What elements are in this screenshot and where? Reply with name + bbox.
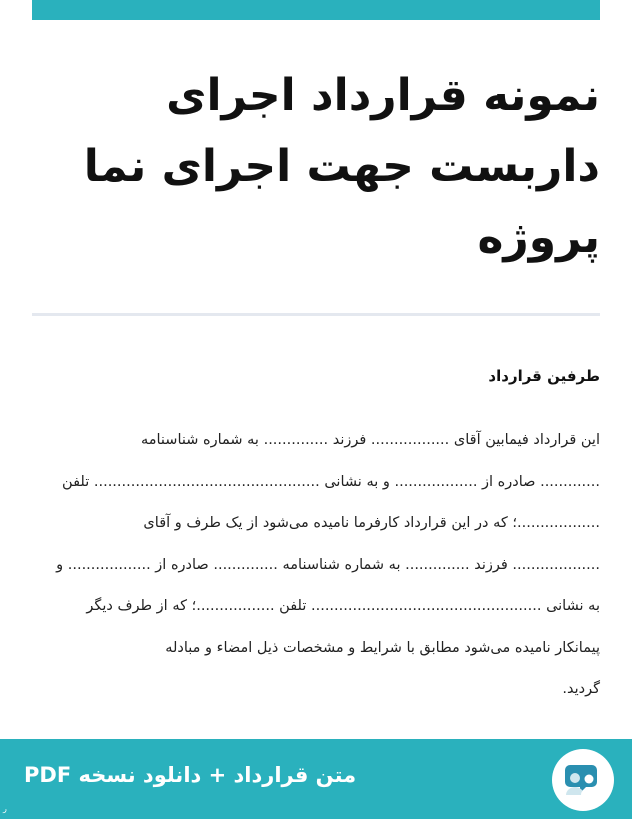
section-heading: طرفین قرارداد — [488, 367, 600, 385]
title-divider — [32, 313, 600, 316]
contract-paragraph — [32, 420, 600, 711]
paragraph-line: گردید. — [562, 681, 600, 697]
download-pdf-link[interactable]: متن قرارداد + دانلود نسخه PDF — [24, 763, 357, 787]
download-banner[interactable] — [0, 739, 632, 819]
top-accent-bar — [32, 0, 600, 20]
paragraph-line: ..................؛ که در این قرارداد کارفرما نامیده می‌شود از یک طرف و آقای — [143, 515, 600, 531]
paragraph-line: ................... فرزند .............. به شماره شناسنامه .............. صادره از .................. و — [56, 556, 600, 573]
corner-mark: ر — [3, 804, 7, 813]
title-line: داربست جهت اجرای نما — [83, 141, 600, 192]
paragraph-line: به نشانی .................................................. تلفن .................؛ که از طرف دیگر — [86, 598, 600, 614]
paragraph-line: این قرارداد فیمابین آقای ................. فرزند .............. به شماره شناسنامه — [140, 432, 600, 448]
title-line: پروژه — [477, 212, 600, 263]
title-line: نمونه قرارداد اجرای — [166, 70, 600, 121]
paragraph-line: پیمانکار نامیده می‌شود مطابق با شرایط و مشخصات ذیل امضاء و مبادله — [165, 639, 600, 656]
users-chat-logo-icon — [552, 749, 614, 811]
paragraph-line: ............. صادره از .................. و به نشانی ................................................. تلفن — [62, 473, 600, 490]
page-title — [32, 60, 600, 273]
